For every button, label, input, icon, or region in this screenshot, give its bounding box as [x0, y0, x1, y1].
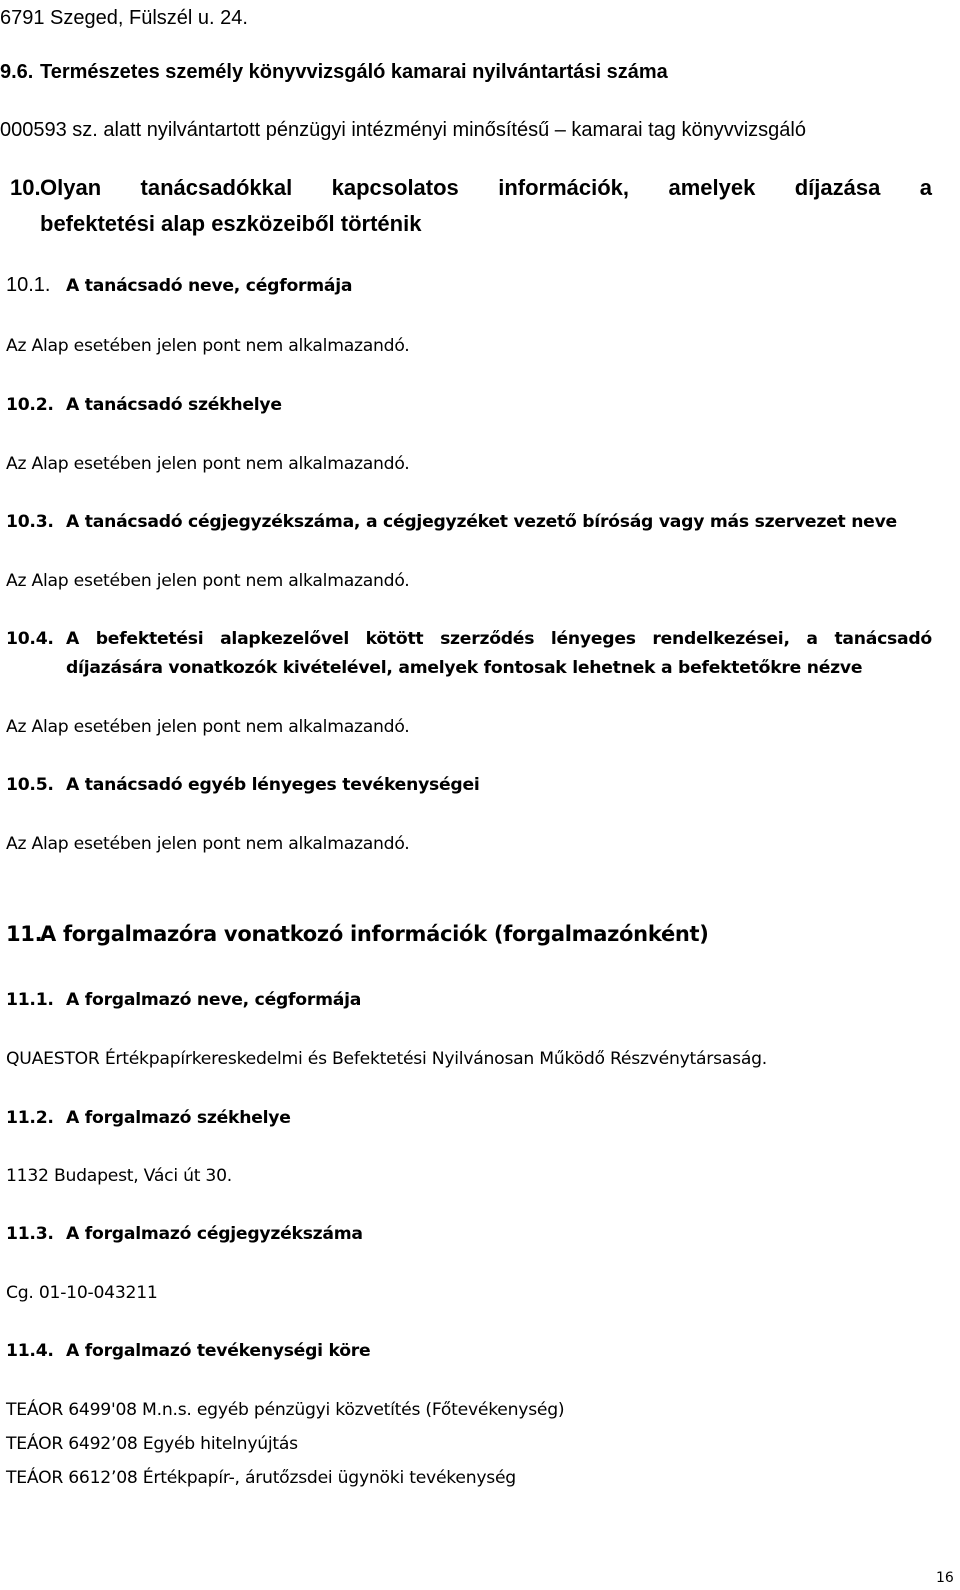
section-10-2-text: Az Alap esetében jelen pont nem alkalmazandó.: [6, 454, 410, 474]
section-number: 10.2.: [6, 395, 54, 415]
section-10-1-text: Az Alap esetében jelen pont nem alkalmazandó.: [6, 336, 410, 356]
section-11-1-text: QUAESTOR Értékpapírkereskedelmi és Befektetési Nyilvánosan Működő Részvénytársaság.: [6, 1049, 767, 1069]
section-number: 11.1.: [6, 990, 54, 1010]
section-10-heading: [0, 176, 936, 204]
section-number: 11.2.: [6, 1108, 54, 1128]
section-10-4-text: Az Alap esetében jelen pont nem alkalmazandó.: [6, 717, 410, 737]
section-number: 10.1.: [6, 274, 51, 296]
section-number: 10.3.: [6, 512, 54, 532]
section-11-2-text: 1132 Budapest, Váci út 30.: [6, 1166, 233, 1186]
section-number: 11.4.: [6, 1341, 54, 1361]
section-10-heading-line-2: befektetési alap eszközeiből történik: [40, 211, 422, 236]
section-number: 10.: [10, 175, 41, 200]
section-title: A tanácsadó neve, cégformája: [66, 276, 353, 296]
section-number: 9.6.: [0, 61, 34, 83]
section-title: A forgalmazó neve, cégformája: [66, 990, 362, 1010]
section-10-4-heading-line-2: díjazására vonatkozók kivételével, amelyek fontosak lehetnek a befektetőkre nézve: [66, 658, 863, 678]
activity-line: TEÁOR 6612’08 Értékpapír-, árutőzsdei ügynöki tevékenység: [6, 1468, 516, 1488]
activity-line: TEÁOR 6492’08 Egyéb hitelnyújtás: [6, 1434, 298, 1454]
section-9-6-text: 000593 sz. alatt nyilvántartott pénzügyi intézményi minősítésű – kamarai tag könyvvizsgáló: [0, 119, 806, 141]
section-title: A tanácsadó egyéb lényeges tevékenységei: [66, 775, 480, 795]
section-title: A forgalmazóra vonatkozó információk (forgalmazónként): [40, 922, 709, 946]
section-number: 11.3.: [6, 1224, 54, 1244]
section-number: 10.4.: [6, 629, 54, 649]
section-title: A forgalmazó székhelye: [66, 1108, 291, 1128]
section-title: Természetes személy könyvvizsgáló kamarai nyilvántartási száma: [40, 61, 668, 83]
section-10-3-text: Az Alap esetében jelen pont nem alkalmazandó.: [6, 571, 410, 591]
section-number: 10.5.: [6, 775, 54, 795]
section-10-4-heading: [0, 627, 936, 651]
section-title-line-1: A befektetési alapkezelővel kötött szerződés lényeges rendelkezései, a tanácsadó: [66, 629, 932, 649]
section-title-line-1: Olyan tanácsadókkal kapcsolatos információk, amelyek díjazása a: [40, 175, 932, 200]
section-11-3-text: Cg. 01-10-043211: [6, 1283, 158, 1303]
section-title: A tanácsadó székhelye: [66, 395, 282, 415]
section-11-heading: [0, 922, 800, 950]
section-title: A tanácsadó cégjegyzékszáma, a cégjegyzéket vezető bíróság vagy más szervezet neve: [66, 512, 897, 532]
page-number: 16: [936, 1570, 954, 1586]
section-10-5-text: Az Alap esetében jelen pont nem alkalmazandó.: [6, 834, 410, 854]
header-address: 6791 Szeged, Fülszél u. 24.: [0, 7, 248, 29]
activity-line: TEÁOR 6499'08 M.n.s. egyéb pénzügyi közvetítés (Főtevékenység): [6, 1400, 565, 1420]
section-title: A forgalmazó cégjegyzékszáma: [66, 1224, 363, 1244]
section-number: 11.: [6, 922, 43, 946]
section-title: A forgalmazó tevékenységi köre: [66, 1341, 371, 1361]
